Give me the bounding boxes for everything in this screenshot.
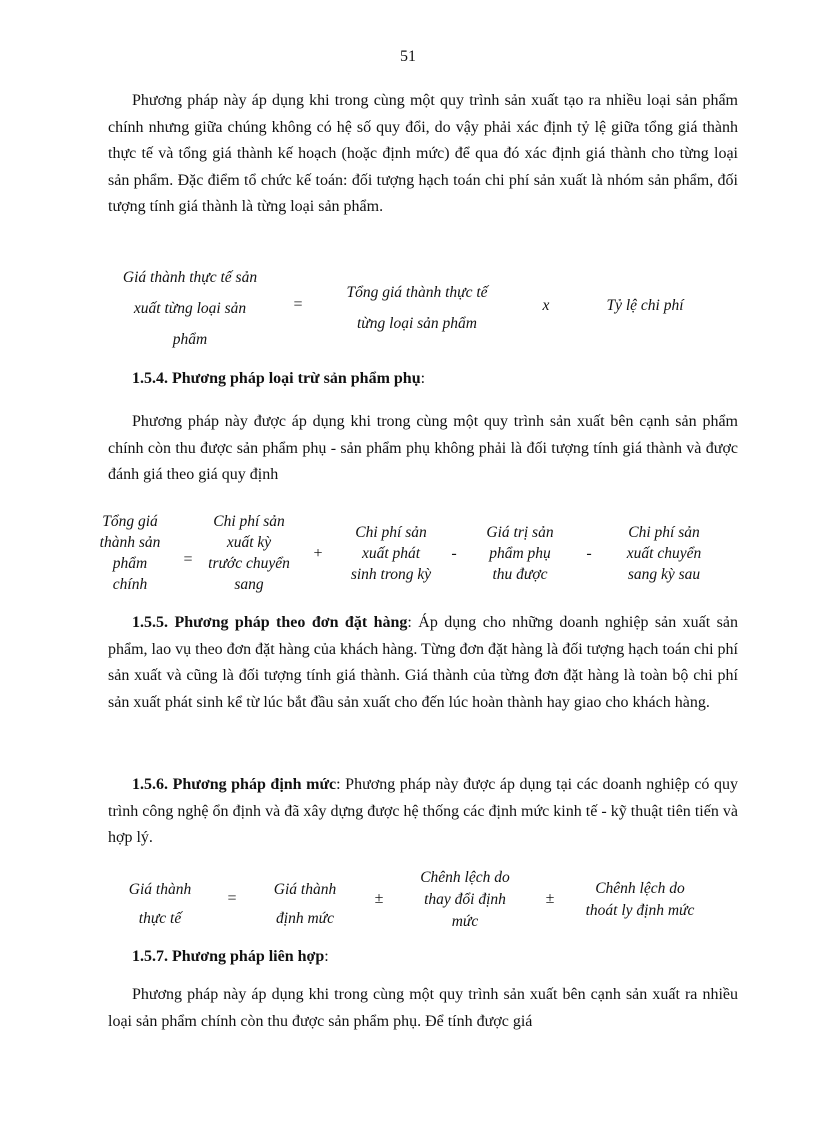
formula2-lhs-line: phẩm [112,555,148,572]
formula3-term1 [255,875,355,933]
formula3-term2-line: thay đổi định [424,891,506,908]
section-heading-157 [132,948,329,966]
section-title-suffix: : [324,948,329,965]
formula1-term1-line: từng loại sản phẩm [357,315,477,332]
page-number: 51 [400,48,416,65]
formula3-term2-line: mức [451,913,479,930]
formula2-lhs [80,511,180,595]
section-title-156: 1.5.6. Phương pháp định mức [132,776,337,793]
section-title: 1.5.7. Phương pháp liên hợp [132,948,325,965]
formula3-plus-minus: ± [545,890,555,907]
formula1-term2: Tỷ lệ chi phí [606,297,684,314]
formula2-term2-line: Chi phí sản [355,524,427,541]
section-text-156: : Phương pháp này được áp dụng tại các doanh nghiệp có quy trình công nghệ ổn định và đã xây dựng được hệ thống các định mức kinh tế - kỹ thuật tiên tiến và hợp lý. [108,776,738,847]
formula2-term3-line: Giá trị sản [486,524,554,541]
formula1-lhs-line: phẩm [172,331,208,348]
formula3-lhs [110,875,210,933]
section-text-155: : Áp dụng cho những doanh nghiệp sản xuất sản phẩm, lao vụ theo đơn đặt hàng của khách hàng. Từng đơn đặt hàng là đối tượng hạch toán chi phí sản xuất và cũng là đối tượng tính giá thành. Giá thành của từng đơn đặt hàng là toàn bộ chi phí sản xuất phát sinh kể từ lúc bắt đầu sản xuất cho đến lúc hoàn thành hay giao cho khách hàng. [108,614,739,711]
formula2-term1-line: xuất kỳ [226,534,272,551]
formula1-equals: = [293,296,303,313]
formula3-term2 [400,867,530,933]
formula2-term1-line: trước chuyển [208,555,290,572]
formula2-term2 [333,522,449,585]
formula2-plus: + [313,545,323,562]
formula2-term4-line: sang kỳ sau [627,566,701,583]
paragraph-byproduct: Phương pháp này được áp dụng khi trong cùng một quy trình sản xuất bên cạnh sản phẩm chính còn thu được sản phẩm phụ - sản phẩm phụ không phải là đối tượng tính giá thành và được đánh giá theo giá quy định [108,413,738,484]
formula1-term1 [322,277,512,339]
section-title: 1.5.4. Phương pháp loại trừ sản phẩm phụ [132,370,421,387]
formula2-term3-line: thu được [492,566,548,583]
formula2-lhs-line: chính [112,576,148,593]
formula2-lhs-line: Tổng giá [102,513,158,530]
formula3-term1-line: định mức [276,910,334,927]
formula3-term1-line: Giá thành [273,881,337,898]
paragraph-standard-cost [108,772,738,852]
formula1-lhs-line: xuất từng loại sản [133,300,247,317]
paragraph-intro: Phương pháp này áp dụng khi trong cùng một quy trình sản xuất tạo ra nhiều loại sản phẩm chính nhưng giữa chúng không có hệ số quy đổi, do vậy phải xác định tỷ lệ giữa tổng giá thành thực tế và tổng giá thành kế hoạch (hoặc định mức) để qua đó xác định giá thành cho từng loại sản phẩm. Đặc điểm tổ chức kế toán: đối tượng hạch toán chi phí sản xuất là nhóm sản phẩm, đối tượng tính giá thành là từng loại sản phẩm. [108,92,738,216]
section-title-suffix: : [420,370,426,387]
formula3-term3-line: Chênh lệch do [595,880,685,897]
formula3-term3 [565,878,715,922]
formula3-plus-minus: ± [374,890,384,907]
paragraph-job-order [108,610,738,716]
formula1-times: x [542,297,550,314]
formula2-term2-line: sinh trong kỳ [350,566,432,583]
section-title-155: 1.5.5. Phương pháp theo đơn đặt hàng [132,614,408,631]
formula2-term4-line: Chi phí sản [628,524,700,541]
formula1-lhs [100,262,280,355]
formula2-term4-line: xuất chuyển [626,545,702,562]
formula2-term3-line: phẩm phụ [489,545,551,562]
formula2-lhs-line: thành sản [99,534,161,551]
formula2-term1-line: Chi phí sản [213,513,285,530]
formula1-lhs-line: Giá thành thực tế sản [122,269,258,286]
section-heading-154 [132,370,425,388]
formula2-term2-line: xuất phát [361,545,421,562]
formula3-lhs-line: thực tế [138,910,182,927]
formula2-term1-line: sang [234,576,264,593]
formula3-lhs-line: Giá thành [128,881,192,898]
formula3-equals: = [227,890,237,907]
formula2-term3 [466,522,574,585]
formula3-term2-line: Chênh lệch do [420,869,510,886]
formula2-minus: - [586,545,592,562]
formula2-term1 [194,511,304,595]
paragraph-joint-method: Phương pháp này áp dụng khi trong cùng một quy trình sản xuất bên cạnh sản xuất ra nhiều loại sản phẩm chính còn thu được sản phẩm phụ. Để tính được giá [108,986,738,1030]
formula2-term4 [600,522,728,585]
formula1-term1-line: Tổng giá thành thực tế [346,284,488,301]
formula3-term3-line: thoát ly định mức [585,902,695,919]
formula2-equals: = [183,551,193,568]
formula2-minus: - [451,545,457,562]
